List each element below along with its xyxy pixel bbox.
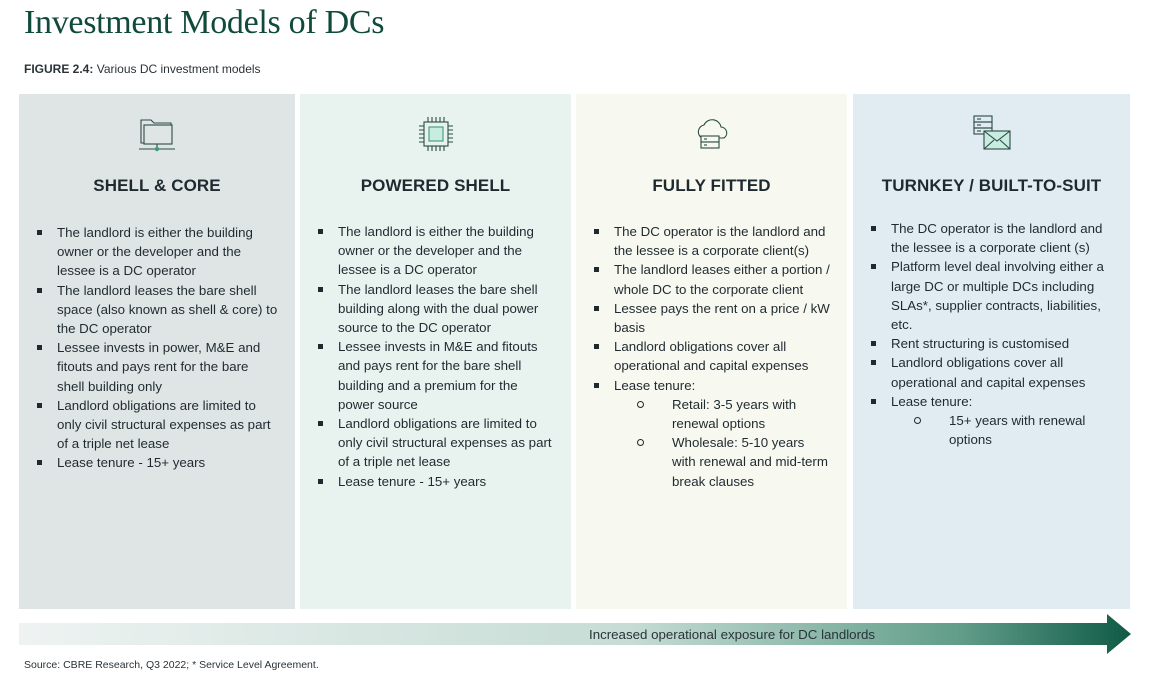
sub-list-item: Wholesale: 5-10 years with renewal and mid-term break clauses <box>634 433 831 491</box>
list-item: The DC operator is the landlord and the lessee is a corporate client(s) <box>594 222 831 260</box>
sub-list-item: Retail: 3-5 years with renewal options <box>634 395 831 433</box>
sub-list <box>614 395 831 491</box>
panel-heading: FULLY FITTED <box>652 176 771 195</box>
list-item-text: Lease tenure: <box>891 393 973 409</box>
panel-shell-core <box>19 94 295 609</box>
list-item: Rent structuring is customised <box>871 334 1114 353</box>
list-item: The landlord leases the bare shell space (also known as shell & core) to the DC operator <box>37 281 279 339</box>
cloud-server-icon <box>690 112 734 156</box>
list-item: The landlord is either the building owner or the developer and the lessee is a DC operator <box>37 223 279 281</box>
list-item: The landlord is either the building owner or the developer and the lessee is a DC operator <box>318 222 555 280</box>
panel-heading: POWERED SHELL <box>360 176 511 195</box>
figure-caption <box>24 62 261 76</box>
sub-list-item: 15+ years with renewal options <box>911 411 1114 449</box>
list-item: The DC operator is the landlord and the lessee is a corporate client (s) <box>871 219 1114 257</box>
gradient-arrow-icon <box>19 613 1131 655</box>
exposure-arrow <box>19 613 1131 655</box>
list-item <box>871 392 1114 450</box>
list-item: Lease tenure - 15+ years <box>37 453 279 472</box>
bullet-list <box>37 223 279 473</box>
list-item: The landlord leases either a portion / whole DC to the corporate client <box>594 260 831 298</box>
bullet-list <box>594 222 831 491</box>
list-item: Platform level deal involving either a large DC or multiple DCs including SLAs*, supplier contracts, liabilities, etc. <box>871 257 1114 334</box>
panel-turnkey <box>853 94 1130 609</box>
panel-fully-fitted <box>576 94 847 609</box>
list-item: The landlord leases the bare shell building along with the dual power source to the DC operator <box>318 280 555 338</box>
figure-caption-text: Various DC investment models <box>96 62 261 76</box>
list-item: Landlord obligations are limited to only civil structural expenses as part of a triple net lease <box>318 414 555 472</box>
list-item: Lessee pays the rent on a price / kW basis <box>594 299 831 337</box>
server-envelope-icon <box>970 112 1014 156</box>
list-item: Lessee invests in M&E and fitouts and pays rent for the bare shell building and a premium for the power source <box>318 337 555 414</box>
list-item-text: Lease tenure: <box>614 377 696 393</box>
panel-powered-shell <box>300 94 571 609</box>
bullet-list <box>318 222 555 491</box>
list-item <box>594 376 831 491</box>
list-item: Landlord obligations cover all operational and capital expenses <box>594 337 831 375</box>
panel-heading: TURNKEY / BUILT-TO-SUIT <box>881 176 1102 195</box>
page-title: Investment Models of DCs <box>24 4 385 41</box>
figure-label: FIGURE 2.4: <box>24 62 94 76</box>
folder-network-icon <box>135 112 179 156</box>
list-item: Landlord obligations are limited to only civil structural expenses as part of a triple net lease <box>37 396 279 454</box>
arrow-label: Increased operational exposure for DC landlords <box>589 627 876 642</box>
list-item: Landlord obligations cover all operational and capital expenses <box>871 353 1114 391</box>
bullet-list <box>871 219 1114 449</box>
microchip-icon <box>414 112 458 156</box>
source-note: Source: CBRE Research, Q3 2022; * Service Level Agreement. <box>24 659 319 671</box>
panel-heading: SHELL & CORE <box>93 176 221 195</box>
list-item: Lessee invests in power, M&E and fitouts and pays rent for the bare shell building only <box>37 338 279 396</box>
list-item: Lease tenure - 15+ years <box>318 472 555 491</box>
sub-list <box>891 411 1114 449</box>
